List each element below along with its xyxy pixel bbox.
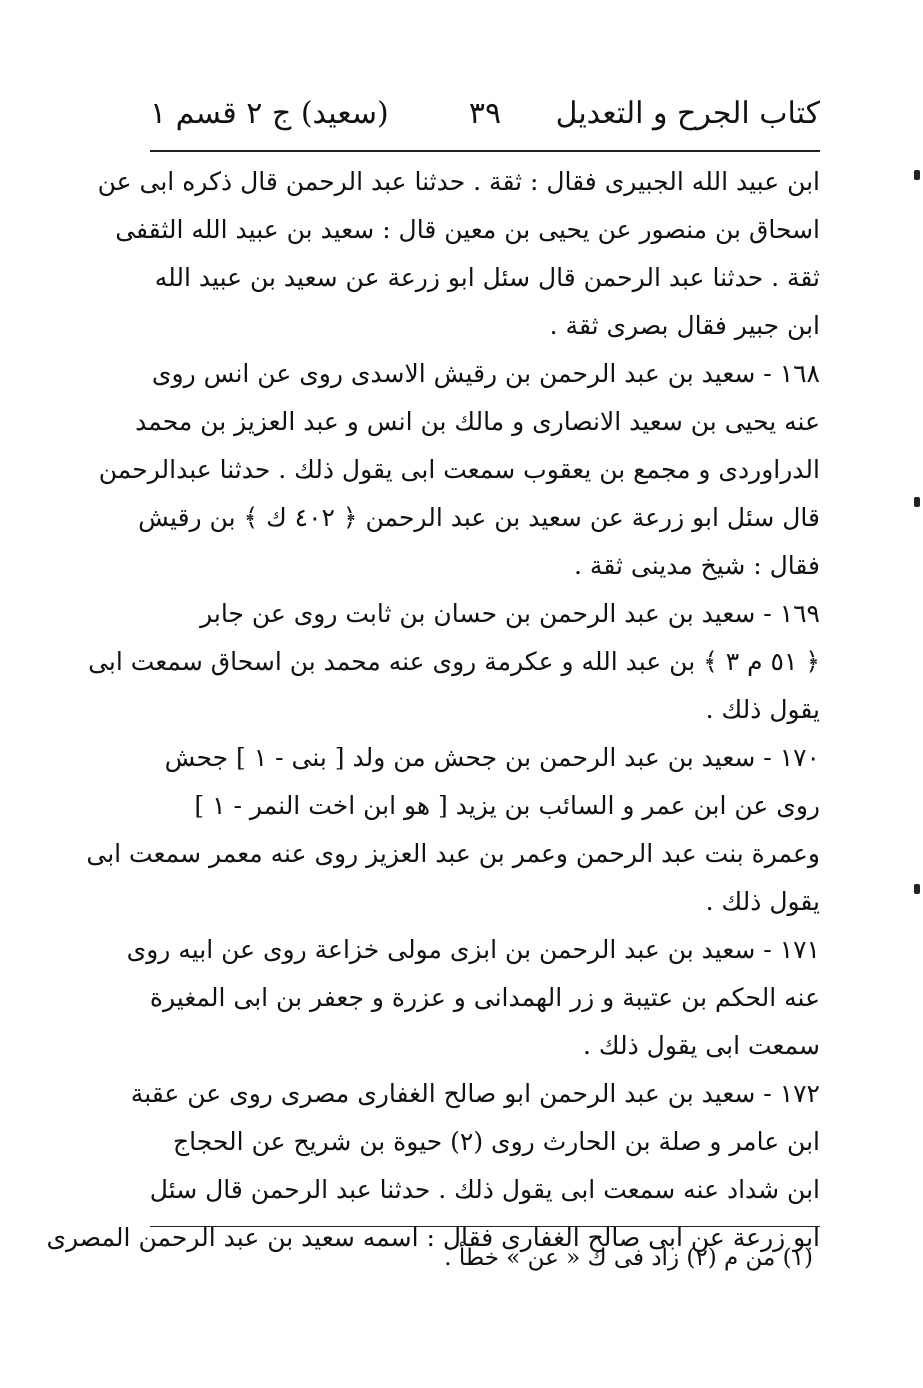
- text-line: عنه يحيى بن سعيد الانصارى و مالك بن انس و عبد العزيز بن محمد: [135, 407, 820, 436]
- text-line: يقول ذلك .: [705, 695, 820, 724]
- text-line: قال سئل ابو زرعة عن سعيد بن عبد الرحمن ﴿ ٤٠٢ ك ﴾ بن رقيش: [138, 503, 820, 532]
- footnote: (١) من م (٢) زاد فى ك « عن » خطأ .: [444, 1245, 813, 1271]
- entry-171: [126, 926, 820, 1070]
- text-line: اسحاق بن منصور عن يحيى بن معين قال : سعيد بن عبيد الله الثقفى: [115, 215, 820, 244]
- page-body: [46, 158, 820, 1262]
- text-line: ١٦٨ - سعيد بن عبد الرحمن بن رقيش الاسدى روى عن انس روى: [151, 359, 820, 388]
- entry-172: [46, 1070, 820, 1262]
- text-line: وعمرة بنت عبد الرحمن وعمر بن عبد العزيز روى عنه معمر سمعت ابى: [86, 839, 820, 868]
- section-label: (سعيد) ج ٢ قسم ١: [150, 96, 389, 131]
- entry-169: [88, 590, 820, 734]
- text-line: ١٦٩ - سعيد بن عبد الرحمن بن حسان بن ثابت روى عن جابر: [200, 599, 820, 628]
- margin-mark: [914, 497, 920, 507]
- text-line: ١٧١ - سعيد بن عبد الرحمن بن ابزى مولى خزاعة روى عن ابيه روى: [126, 935, 820, 964]
- margin-mark: [914, 170, 920, 180]
- text-line: سمعت ابى يقول ذلك .: [583, 1031, 820, 1060]
- text-line: ﴿ ٥١ م ٣ ﴾ بن عبد الله و عكرمة روى عنه محمد بن اسحاق سمعت ابى: [88, 647, 820, 676]
- text-line: ابو زرعة عن ابى صالح الغفارى فقال : اسمه سعيد بن عبد الرحمن المصرى: [46, 1223, 820, 1252]
- text-line: ١٧٠ - سعيد بن عبد الرحمن بن جحش من ولد [ بنى - ١ ] جحش: [164, 743, 820, 772]
- text-line: الدراوردى و مجمع بن يعقوب سمعت ابى يقول ذلك . حدثنا عبدالرحمن: [98, 455, 820, 484]
- text-line: ١٧٢ - سعيد بن عبد الرحمن ابو صالح الغفارى مصرى روى عن عقبة: [130, 1079, 820, 1108]
- text-line: روى عن ابن عمر و السائب بن يزيد [ هو ابن اخت النمر - ١ ]: [194, 791, 820, 820]
- text-line: ابن شداد عنه سمعت ابى يقول ذلك . حدثنا عبد الرحمن قال سئل: [149, 1175, 820, 1204]
- text-line: فقال : شيخ مدينى ثقة .: [574, 551, 820, 580]
- entry-continuation: [97, 158, 820, 350]
- footnote-divider: [150, 1226, 820, 1227]
- header-divider: [150, 150, 820, 152]
- text-line: ثقة . حدثنا عبد الرحمن قال سئل ابو زرعة عن سعيد بن عبيد الله: [154, 263, 820, 292]
- entry-170: [86, 734, 820, 926]
- text-line: عنه الحكم بن عتيبة و زر الهمدانى و عزرة و جعفر بن ابى المغيرة: [149, 983, 820, 1012]
- page-number: ٣٩: [468, 96, 502, 131]
- text-line: يقول ذلك .: [705, 887, 820, 916]
- text-line: ابن جبير فقال بصرى ثقة .: [549, 311, 820, 340]
- text-line: ابن عامر و صلة بن الحارث روى (٢) حيوة بن شريح عن الحجاج: [173, 1127, 820, 1156]
- margin-mark: [914, 884, 920, 894]
- text-line: ابن عبيد الله الجبيرى فقال : ثقة . حدثنا عبد الرحمن قال ذكره ابى عن: [97, 167, 820, 196]
- page-header: [150, 92, 820, 140]
- book-title: كتاب الجرح و التعديل: [555, 96, 820, 131]
- entry-168: [98, 350, 820, 590]
